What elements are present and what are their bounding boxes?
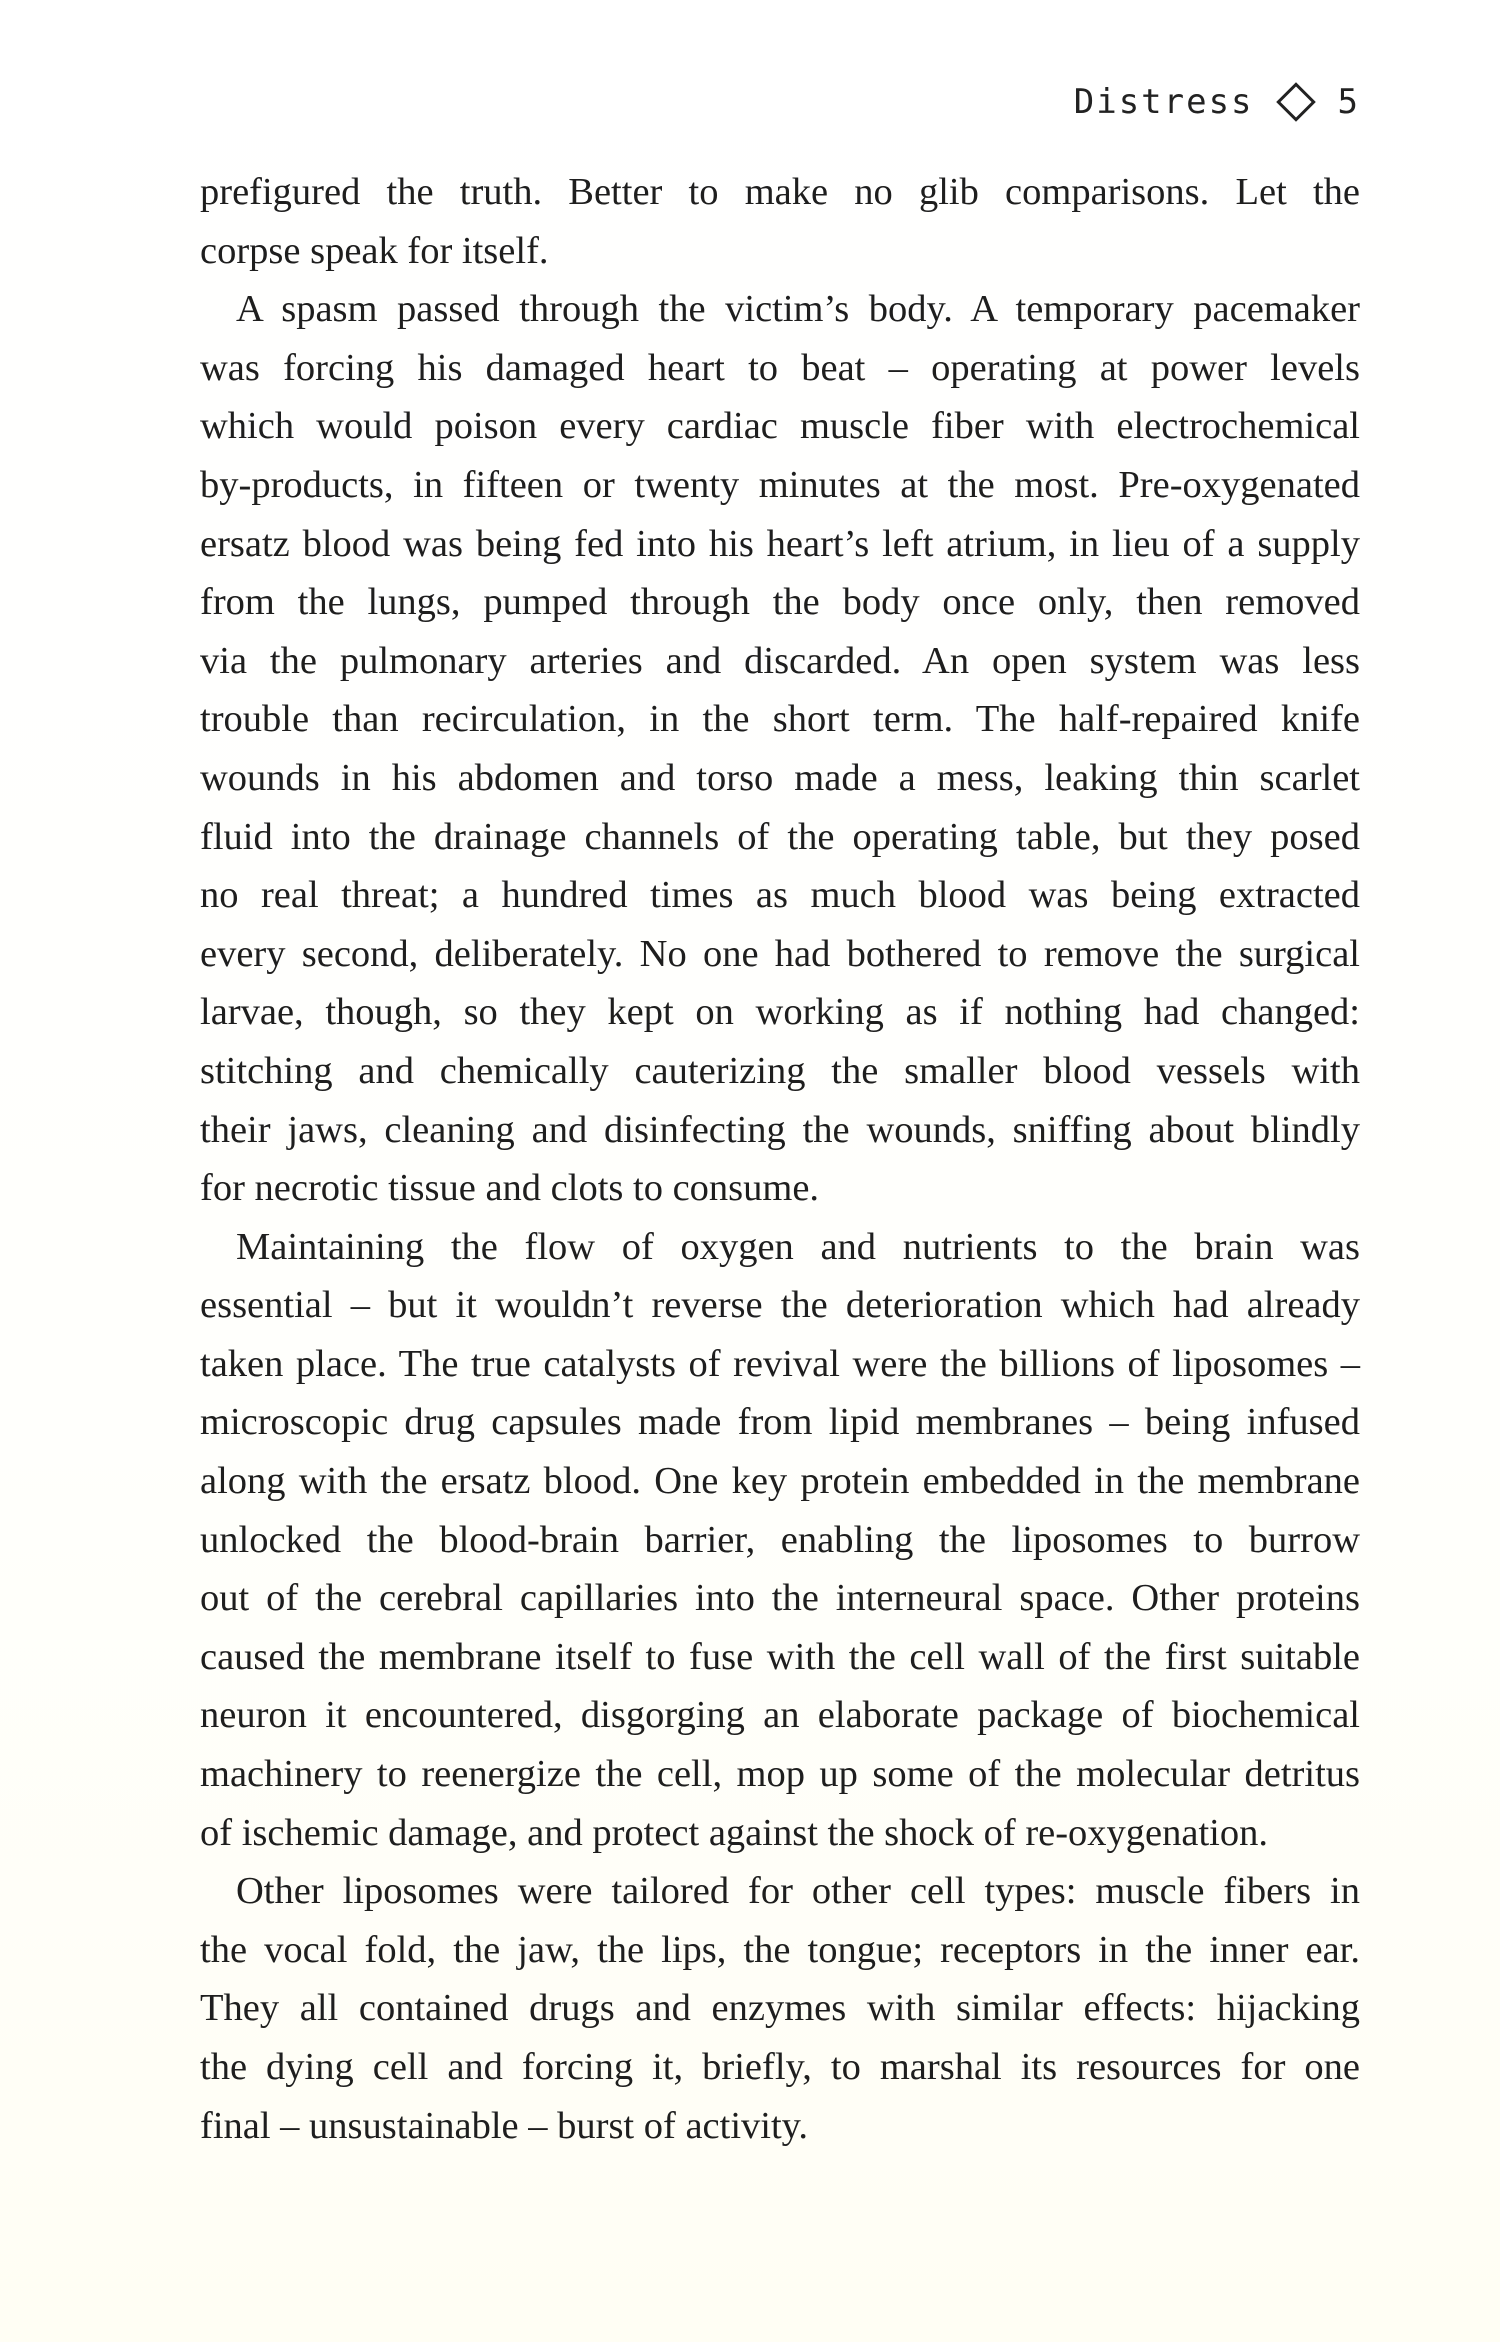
paragraph bbox=[200, 1862, 1360, 2155]
text-line: for necrotic tissue and clots to consume. bbox=[200, 1167, 820, 1210]
text-line: ersatz blood was being fed into his heart’s left atrium, in lieu of a supply bbox=[200, 522, 1360, 565]
text-line: unlocked the blood-brain barrier, enabling the liposomes to burrow bbox=[200, 1518, 1360, 1561]
text-line: trouble than recirculation, in the short term. The half-repaired knife bbox=[200, 698, 1360, 741]
text-line: wounds in his abdomen and torso made a mess, leaking thin scarlet bbox=[200, 756, 1360, 799]
paragraph bbox=[200, 280, 1360, 1218]
text-line: microscopic drug capsules made from lipid membranes – being infused bbox=[200, 1401, 1360, 1444]
running-head bbox=[1074, 82, 1360, 122]
text-line: larvae, though, so they kept on working as if nothing had changed: bbox=[200, 991, 1360, 1034]
text-line: Other liposomes were tailored for other cell types: muscle fibers in bbox=[236, 1870, 1360, 1913]
text-line: every second, deliberately. No one had bothered to remove the surgical bbox=[200, 932, 1360, 975]
text-line: via the pulmonary arteries and discarded. An open system was less bbox=[200, 639, 1360, 682]
paragraph bbox=[200, 1218, 1360, 1863]
text-line: was forcing his damaged heart to beat – operating at power levels bbox=[200, 346, 1360, 389]
text-line: the dying cell and forcing it, briefly, to marshal its resources for one bbox=[200, 2046, 1360, 2088]
text-line: along with the ersatz blood. One key protein embedded in the membrane bbox=[200, 1460, 1360, 1503]
text-line: essential – but it wouldn’t reverse the deterioration which had already bbox=[200, 1284, 1360, 1327]
page-number: 5 bbox=[1337, 82, 1360, 122]
text-line: caused the membrane itself to fuse with the cell wall of the first suitable bbox=[200, 1635, 1360, 1678]
text-line: taken place. The true catalysts of revival were the billions of liposomes – bbox=[200, 1342, 1360, 1385]
text-line: by-products, in fifteen or twenty minutes at the most. Pre-oxygenated bbox=[200, 463, 1360, 506]
text-line: stitching and chemically cauterizing the smaller blood vessels with bbox=[200, 1049, 1360, 1092]
text-line: prefigured the truth. Better to make no glib comparisons. Let the bbox=[200, 171, 1360, 213]
text-line: from the lungs, pumped through the body once only, then removed bbox=[200, 581, 1360, 624]
text-line: the vocal fold, the jaw, the lips, the tongue; receptors in the inner ear. bbox=[200, 1928, 1360, 1971]
body-text bbox=[200, 163, 1360, 2155]
paragraph bbox=[200, 163, 1360, 280]
text-line: neuron it encountered, disgorging an elaborate package of biochemical bbox=[200, 1694, 1360, 1737]
text-line: their jaws, cleaning and disinfecting the wounds, sniffing about blindly bbox=[200, 1108, 1360, 1151]
text-line: machinery to reenergize the cell, mop up some of the molecular detritus bbox=[200, 1753, 1360, 1796]
text-line: which would poison every cardiac muscle fiber with electrochemical bbox=[200, 405, 1360, 448]
text-line: of ischemic damage, and protect against the shock of re-oxygenation. bbox=[200, 1811, 1268, 1854]
text-line: out of the cerebral capillaries into the interneural space. Other proteins bbox=[200, 1577, 1360, 1620]
text-line: corpse speak for itself. bbox=[200, 229, 549, 272]
text-line: They all contained drugs and enzymes with similar effects: hijacking bbox=[200, 1987, 1360, 2030]
diamond-outline-icon bbox=[1276, 82, 1316, 122]
text-line: Maintaining the flow of oxygen and nutrients to the brain was bbox=[236, 1225, 1360, 1268]
text-line: A spasm passed through the victim’s body. A temporary pacemaker bbox=[236, 288, 1360, 331]
text-line: final – unsustainable – burst of activity. bbox=[200, 2104, 809, 2147]
running-head-title: Distress bbox=[1073, 82, 1254, 122]
text-line: fluid into the drainage channels of the operating table, but they posed bbox=[200, 815, 1360, 858]
text-line: no real threat; a hundred times as much blood was being extracted bbox=[200, 874, 1360, 917]
